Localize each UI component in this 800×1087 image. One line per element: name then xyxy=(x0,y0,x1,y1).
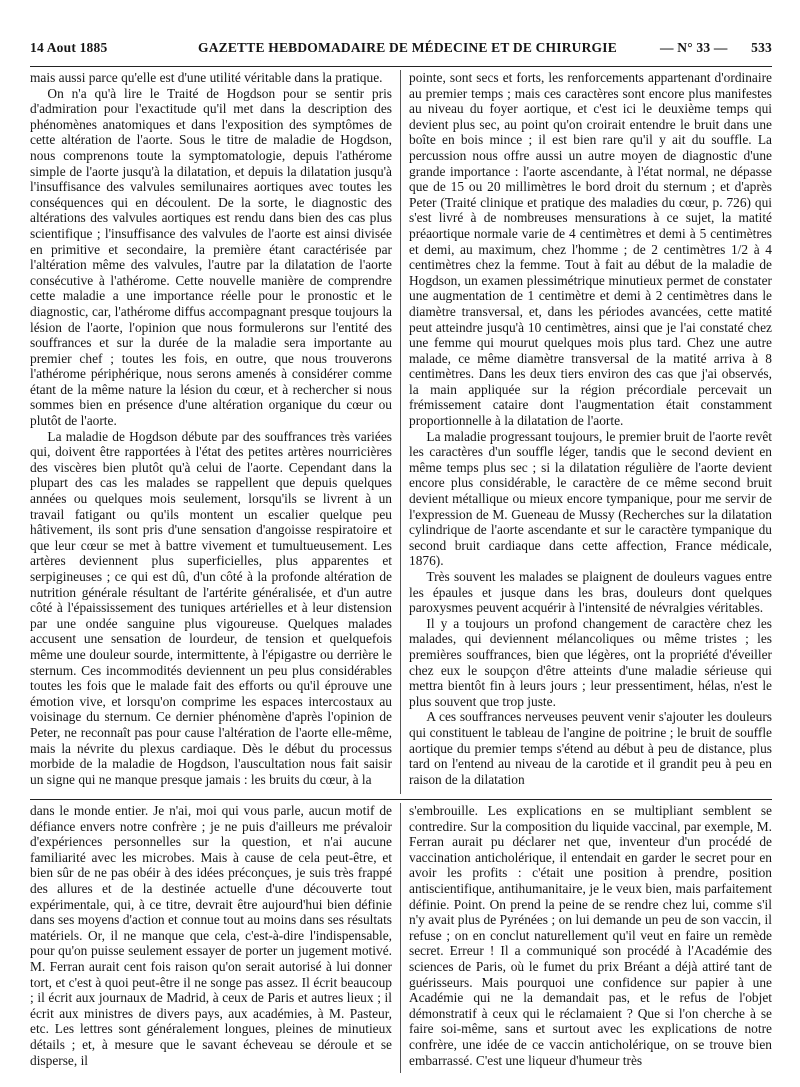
header-date: 14 Aout 1885 xyxy=(30,40,108,55)
running-header xyxy=(30,40,772,62)
page-number: 533 xyxy=(751,40,772,55)
paragraph: s'embrouille. Les explications en se multipliant semblent se contredire. Sur la composition du liquide vaccinal, par exemple, M. Ferran aurait pu déclarer net que, inventeur d'un procédé de vaccination anticholérique, il entendait en garder le secret pour en avoir les profits : c'était une position à prendre, position antiscientifique, antihumanitaire, je le veux bien, mais parfaitement définie. Point. On prend la peine de se rendre chez lui, comme s'il n'y avait plus de Pyrénées ; on lui demande un peu de son vaccin, il refuse ; on en conclut naturellement qu'il veut en faire un remède secret. Erreur ! Il a communiqué son procédé à l'Académie des sciences de Paris, où le fumet du prix Bréant a déjà attiré tant de guérisseurs. Mais pourquoi une confidence sur papier à une Académie qui ne la demandait pas, et le refus de l'objet démonstratif à ceux qui le réclamaient ? Que si l'on cherche à se faire soi-même, sans et surtout avec les explications de notre confrère, une idée de ce vaccin anticholérique, on se trouve bien embarrassé. C'est une liqueur d'humeur très xyxy=(409,803,772,1068)
bottom-right-column xyxy=(409,803,772,1073)
top-left-column xyxy=(30,70,392,794)
header-rule xyxy=(30,66,772,67)
issue-number: — N° 33 — xyxy=(660,40,728,55)
paragraph: A ces souffrances nerveuses peuvent venir s'ajouter les douleurs qui constituent le tableau de l'angine de poitrine ; le bruit de souffle aortique du premier temps s'étend au début à peu de distance, plus tard on l'entend au niveau de la carotide et il grandit peu à peu en raison de la dilatation xyxy=(409,709,772,787)
paragraph: dans le monde entier. Je n'ai, moi qui vous parle, aucun motif de défiance envers notre confrère ; je ne puis d'ailleurs me prévaloir d'expériences personnelles sur la question, et n'ai aucune familiarité avec les microbes. Mais à cause de cela peut-être, et bien sûr de ne pas obéir à des idées préconçues, je suis très frappé des allures et de la destinée actuelle d'une découverte tout expérimentale, qui, à ce titre, devrait être aujourd'hui bien définie dans ses moyens d'action et connue tout au moins dans ses résultats matériels. Or, il ne manque que cela, c'est-à-dire l'indispensable, pour qu'on puisse seulement essayer de porter un jugement motivé. M. Ferran aurait cent fois raison qu'on serait autorisé à lui donner tort, et c'est à quoi peut-être il ne songe pas assez. Il écrit beaucoup ; il écrit aux journaux de Madrid, à ceux de Paris et autres lieux ; il écrit aux ministres de divers pays, aux académies, à M. Pasteur, etc. Les lettres sont généralement longues, pleines de minutieux détails ; et, à mesure que le savant écheveau se déroule et se disperse, il xyxy=(30,803,392,1068)
bottom-left-column xyxy=(30,803,392,1073)
paragraph: La maladie de Hogdson débute par des souffrances très variées qui, doivent être rapportées à l'état des petites artères nourricières des viscères bien plutôt qu'à celui de l'aorte. Cependant dans la plupart des cas les malades se rappellent que depuis quelques années ou quelques mois seulement, lorsqu'ils se livrent à un travail fatigant ou qu'ils montent un escalier quelque peu hâtivement, ils sont pris d'une sensation d'angoisse respiratoire et que leur cœur se met à battre vivement et tumultueusement. Les artères deviennent plus superficielles, plus apparentes et serpigineuses ; ce qui est dû, d'un côté à la profonde altération de nutrition générale résultant de l'artérite généralisée, et d'un autre côté à l'épaississement des tuniques artérielles et à leur distension par une ondée sanguine plus vigoureuse. Quelques malades accusent une sensation de lourdeur, de tension et quelquefois même une douleur sourde, intermittente, à l'épigastre ou derrière le sternum. Ces incommodités deviennent un peu plus considérables toutes les fois que le malade fait des efforts ou qu'il éprouve une émotion vive, et lorsqu'on comprime les espaces intercostaux au voisinage du sternum. Ce dernier phénomène d'après l'opinion de Peter, ne reconnaît pas pour cause l'altération de l'aorte elle-même, mais la névrite du plexus cardiaque. Dès le début du processus morbide de la maladie de Hogdson, l'auscultation nous fait saisir un signe qui ne manque presque jamais : les bruits du cœur, à la xyxy=(30,428,392,787)
section-rule xyxy=(30,799,772,800)
paragraph: On n'a qu'à lire le Traité de Hogdson pour se sentir pris d'admiration pour l'exactitude qu'il met dans la description des phénomènes anatomiques et dans l'exposition des symptômes de cette altération de l'aorte. Sous le titre de maladie de Hogdson, nous comprenons toute la symptomatologie, depuis l'athérome simple de l'aorte jusqu'à la dilatation, et depuis la dilatation jusqu'à l'insuffisance des valvules semilunaires aortiques avec toutes les conséquences qui en découlent. De la sorte, le diagnostic des altérations des valvules aortiques est rendu dans bien des cas plus scientifique ; l'insuffisance des valvules de l'aorte est ainsi divisée en primitive et secondaire, la première étant caractérisée par l'altération même des valvules, l'autre par la dilatation de l'aorte consécutive à l'athérome. Cette nouvelle manière de comprendre cette maladie a une importance réelle pour le pronostic et le diagnostic, car, l'athérome diffus accompagnant presque toujours la lésion de l'aorte, l'opinion que nous formulerons sur l'entité des souffrances et sur la durée de la maladie sera importante au premier chef ; toutes les fois, en outre, que nous trouverons l'athérome périphérique, nous serons amenés à considérer comme étant de la même nature la lésion du cœur, et à rechercher si nous sommes bien en présence d'une altération organique du cœur ou plutôt de l'aorte. xyxy=(30,85,392,429)
paragraph: mais aussi parce qu'elle est d'une utilité véritable dans la pratique. xyxy=(30,70,383,85)
paragraph: Très souvent les malades se plaignent de douleurs vagues entre les épaules et jusque dans les bras, douleurs dont quelques paroxysmes peuvent acquérir à l'intensité de névralgies véritables. xyxy=(409,569,772,616)
paragraph: pointe, sont secs et forts, les renforcements appartenant d'ordinaire au premier temps ; mais ces caractères sont encore plus manifestes au niveau du foyer aortique, et c'est ici le deuxième temps qui devient plus sec, au point qu'on croirait entendre le bruit dans une boîte en bois mince ; il est bien rare qu'il y ait du souffle. La percussion nous offre aussi un autre moyen de diagnostic d'une grande importance : l'aorte ascendante, à l'état normal, ne dépasse que de 15 ou 20 millimètres le bord droit du sternum ; et d'après Peter (Traité clinique et pratique des maladies du cœur, p. 726) qui s'est livré à de nombreuses mensurations à ce sujet, la matité préaortique normale varie de 4 centimètres et demi à 5 centimètres et demi, au maximum, chez l'homme ; de 2 centimètres 1/2 à 4 centimètres chez la femme. Tout à fait au début de la maladie de Hogdson, un examen plessimétrique minutieux permet de constater une augmentation de 1 centimètre et demi à 2 centimètres dans le diamètre transversal, et, dans les périodes avancées, cette matité peut atteindre jusqu'à 10 centimètres, ainsi que je l'ai constaté chez une femme qui mourut quelques mois plus tard. Chez une autre malade, ce même diamètre transversal de la matité arriva à 8 centimètres. Dans les deux tiers environ des cas que j'ai observés, la main appliquée sur la région précordiale percevait un frémissement cataire dont l'augmentation était constamment proportionnelle à la dilatation de l'aorte. xyxy=(409,70,772,429)
top-right-column xyxy=(409,70,772,794)
paragraph: La maladie progressant toujours, le premier bruit de l'aorte revêt les caractères d'un souffle léger, tandis que le second devient en même temps plus sec ; si la dilatation régulière de l'aorte devient encore plus considérable, le caractère de ce même second bruit devient métallique ou mieux encore tympanique, pour me servir de l'expression de M. Gueneau de Mussy (Recherches sur la dilatation cylindrique de l'aorte ascendante et sur le caractère tympanique du second bruit cardiaque dans cette affection, France médicale, 1876). xyxy=(409,428,772,569)
column-divider xyxy=(400,70,401,794)
column-divider xyxy=(400,803,401,1073)
paragraph: Il y a toujours un profond changement de caractère chez les malades, qui deviennent mélancoliques ou même tristes ; les premières souffrances, bien que légères, ont la propriété d'éveiller chez eux le soupçon d'être atteints d'une maladie sérieuse qui mettra bientôt fin à leurs jours ; leur pressentiment, hélas, n'est le plus souvent que trop juste. xyxy=(409,615,772,709)
journal-title: GAZETTE HEBDOMADAIRE DE MÉDECINE ET DE CHIRURGIE xyxy=(198,40,617,55)
